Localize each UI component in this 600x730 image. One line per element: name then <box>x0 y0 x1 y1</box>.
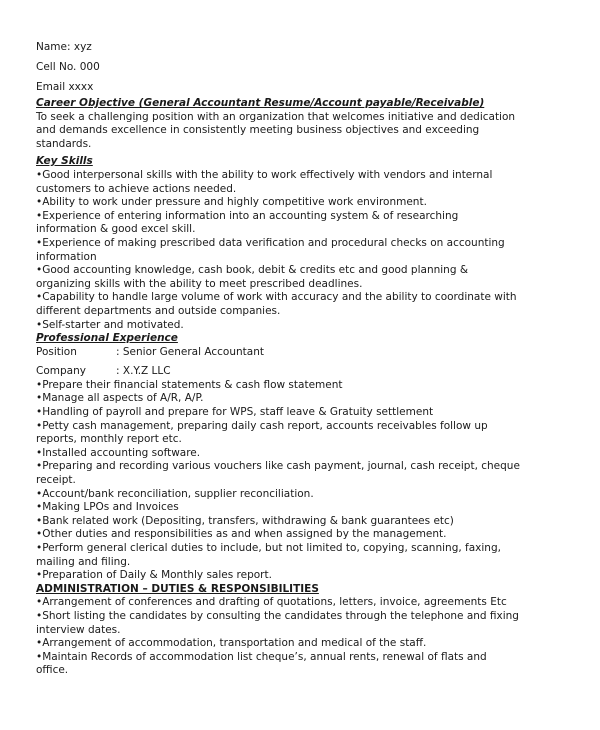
position-value: : Senior General Accountant <box>116 345 264 358</box>
career-objective-heading: Career Objective (General Accountant Resume/Account payable/Receivable) <box>36 97 485 109</box>
contact-cell: Cell No. 000 <box>36 61 100 73</box>
administration-line: •Arrangement of conferences and drafting of quotations, letters, invoice, agreements Etc <box>36 596 507 609</box>
experience-line: •Installed accounting software. <box>36 446 201 459</box>
career-objective-section <box>36 97 576 151</box>
administration-line: •Maintain Records of accommodation list cheque’s, annual rents, renewal of flats and <box>36 650 487 663</box>
experience-line: mailing and filing. <box>36 555 131 568</box>
career-objective-line: and demands excellence in consistently meeting business objectives and exceeding <box>36 124 480 137</box>
career-objective-line: standards. <box>36 137 92 150</box>
company-row <box>36 365 576 379</box>
key-skill-line: •Experience of entering information into an accounting system & of researching <box>36 209 459 222</box>
key-skill-line: customers to achieve actions needed. <box>36 182 237 195</box>
key-skill-line: •Self-starter and motivated. <box>36 318 184 331</box>
administration-line: •Arrangement of accommodation, transportation and medical of the staff. <box>36 637 427 650</box>
experience-line: •Petty cash management, preparing daily cash report, accounts receivables follow up <box>36 419 488 432</box>
key-skills-section <box>36 155 576 332</box>
key-skill-line: information <box>36 250 97 263</box>
experience-line: •Prepare their financial statements & cash flow statement <box>36 378 343 391</box>
position-row <box>36 346 576 360</box>
administration-line: •Short listing the candidates by consulting the candidates through the telephone and fixing <box>36 609 519 622</box>
key-skill-line: •Good accounting knowledge, cash book, debit & credits etc and good planning & <box>36 264 469 277</box>
key-skill-line: organizing skills with the ability to meet prescribed deadlines. <box>36 277 363 290</box>
experience-line: •Bank related work (Depositing, transfers, withdrawing & bank guarantees etc) <box>36 514 454 527</box>
key-skill-line: •Good interpersonal skills with the ability to work effectively with vendors and internal <box>36 168 493 181</box>
key-skill-line: •Ability to work under pressure and highly competitive work environment. <box>36 196 427 209</box>
experience-line: •Making LPOs and Invoices <box>36 501 179 514</box>
key-skill-line: information & good excel skill. <box>36 223 196 236</box>
contact-name: Name: xyz <box>36 41 92 53</box>
experience-line: reports, monthly report etc. <box>36 433 182 446</box>
contact-email: Email xxxx <box>36 81 94 93</box>
position-label: Position <box>36 345 77 358</box>
administration-heading: ADMINISTRATION – DUTIES & RESPONSIBILITIES <box>36 582 319 595</box>
contact-block <box>36 37 576 97</box>
experience-line: •Handling of payroll and prepare for WPS, staff leave & Gratuity settlement <box>36 406 434 419</box>
company-label: Company <box>36 365 86 378</box>
resume-document <box>36 37 576 678</box>
key-skill-line: different departments and outside companies. <box>36 304 281 317</box>
experience-line: receipt. <box>36 474 76 487</box>
experience-line: •Account/bank reconciliation, supplier reconciliation. <box>36 487 314 500</box>
experience-line: •Manage all aspects of A/R, A/P. <box>36 392 204 405</box>
professional-experience-heading: Professional Experience <box>36 332 178 345</box>
career-objective-line: To seek a challenging position with an organization that welcomes initiative and dedication <box>36 110 516 123</box>
professional-experience-section <box>36 332 576 583</box>
key-skill-line: •Experience of making prescribed data verification and procedural checks on accounting <box>36 236 505 249</box>
administration-line: interview dates. <box>36 623 121 636</box>
experience-line: •Preparation of Daily & Monthly sales report. <box>36 569 272 582</box>
experience-line: •Perform general clerical duties to include, but not limited to, copying, scanning, faxing, <box>36 542 501 554</box>
key-skill-line: •Capability to handle large volume of work with accuracy and the ability to coordinate with <box>36 291 517 304</box>
experience-line: •Other duties and responsibilities as and when assigned by the management. <box>36 528 447 541</box>
company-value: : X.Y.Z LLC <box>116 365 171 378</box>
administration-section <box>36 583 576 678</box>
key-skills-heading: Key Skills <box>36 155 93 168</box>
experience-line: •Preparing and recording various vouchers like cash payment, journal, cash receipt, cheque <box>36 460 520 473</box>
administration-line: office. <box>36 664 69 677</box>
